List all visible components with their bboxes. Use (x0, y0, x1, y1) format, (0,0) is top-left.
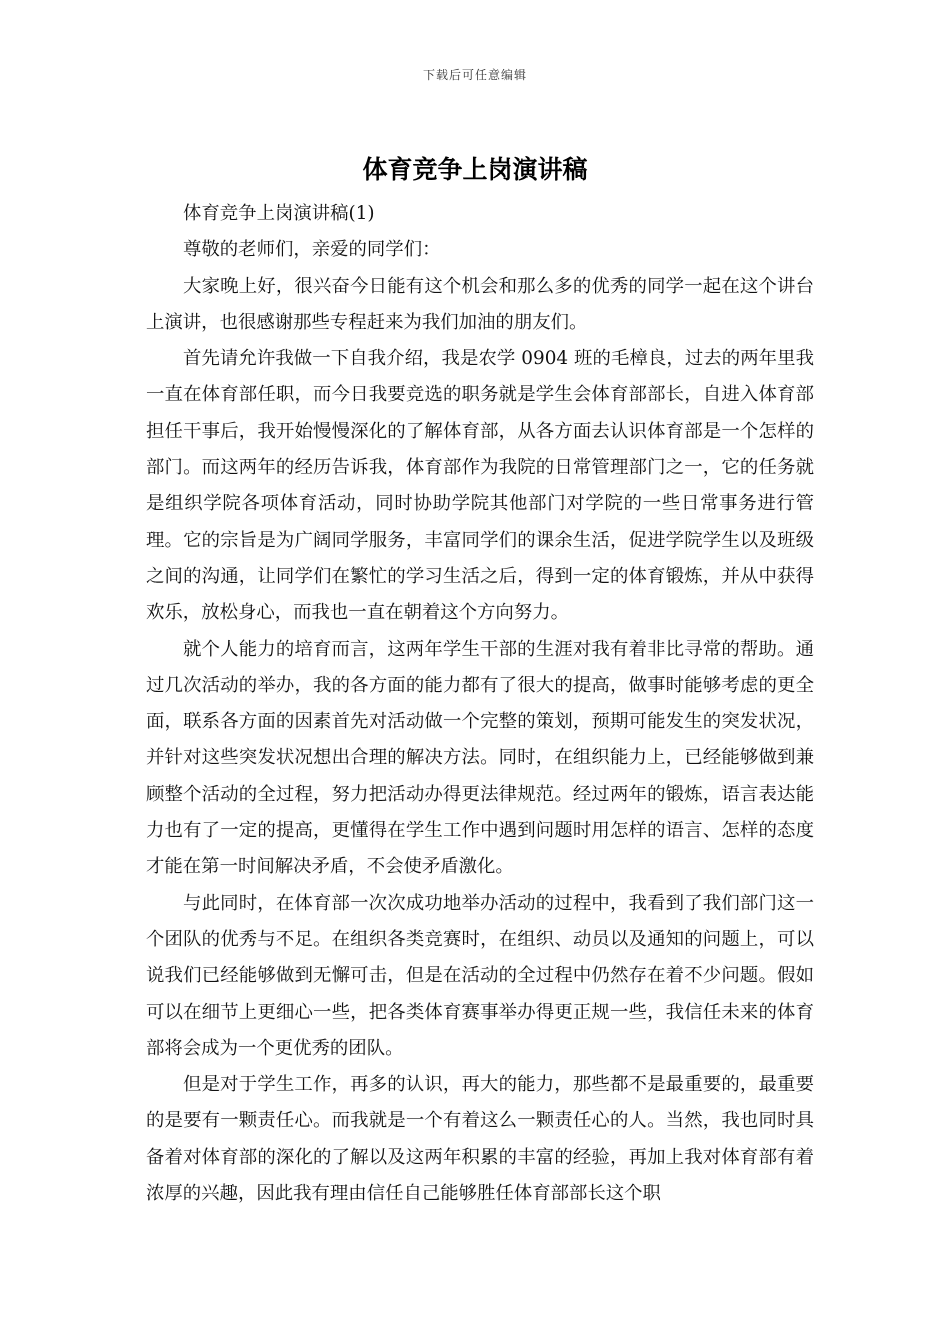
paragraph-responsibility: 但是对于学生工作，再多的认识，再大的能力，那些都不是最重要的，最重要的是要有一颗责任心。而我就是一个有着这么一颗责任心的人。当然，我也同时具备着对体育部的深化的了解以及这两年积累的丰富的经验，再加上我对体育部有着浓厚的兴趣，因此我有理由信任自己能够胜任体育部部长这个职 (146, 1074, 814, 1205)
paragraph-team-reflection: 与此同时，在体育部一次次成功地举办活动的过程中，我看到了我们部门这一个团队的优秀与不足。在组织各类竞赛时，在组织、动员以及通知的问题上，可以说我们已经能够做到无懈可击，但是在活动的全过程中仍然存在着不少问题。假如可以在细节上更细心一些，把各类体育赛事举办得更正规一些，我信任未来的体育部将会成为一个更优秀的团队。 (146, 892, 814, 1059)
paragraph-salutation: 尊敬的老师们，亲爱的同学们： (183, 239, 441, 261)
header-note: 下载后可任意编辑 (422, 68, 527, 82)
document-body (146, 196, 814, 1212)
paragraph-greeting: 大家晚上好，很兴奋今日能有这个机会和那么多的优秀的同学一起在这个讲台上演讲，也很感谢那些专程赶来为我们加油的朋友们。 (146, 275, 814, 333)
paragraph-subtitle: 体育竞争上岗演讲稿(1) (183, 203, 375, 224)
paragraph-introduction: 首先请允许我做一下自我介绍，我是农学 0904 班的毛樟良，过去的两年里我一直在体育部任职，而今日我要竞选的职务就是学生会体育部部长，自进入体育部担任干事后，我开始慢慢深化的了解体育部，从各方面去认识体育部是一个怎样的部门。而这两年的经历告诉我，体育部作为我院的日常管理部门之一，它的任务就是组织学院各项体育活动，同时协助学院其他部门对学院的一些日常事务进行管理。它的宗旨是为广阔同学服务，丰富同学们的课余生活，促进学院学生以及班级之间的沟通，让同学们在繁忙的学习生活之后，得到一定的体育锻炼，并从中获得欢乐，放松身心，而我也一直在朝着这个方向努力。 (146, 348, 814, 624)
document-title: 体育竞争上岗演讲稿 (362, 155, 588, 184)
paragraph-personal-ability: 就个人能力的培育而言，这两年学生干部的生涯对我有着非比寻常的帮助。通过几次活动的举办，我的各方面的能力都有了很大的提高，做事时能够考虑的更全面，联系各方面的因素首先对活动做一个完整的策划，预期可能发生的突发状况，并针对这些突发状况想出合理的解决方法。同时，在组织能力上，已经能够做到兼顾整个活动的全过程，努力把活动办得更法律规范。经过两年的锻炼，语言表达能力也有了一定的提高，更懂得在学生工作中遇到问题时用怎样的语言、怎样的态度才能在第一时间解决矛盾，不会使矛盾激化。 (146, 638, 814, 878)
